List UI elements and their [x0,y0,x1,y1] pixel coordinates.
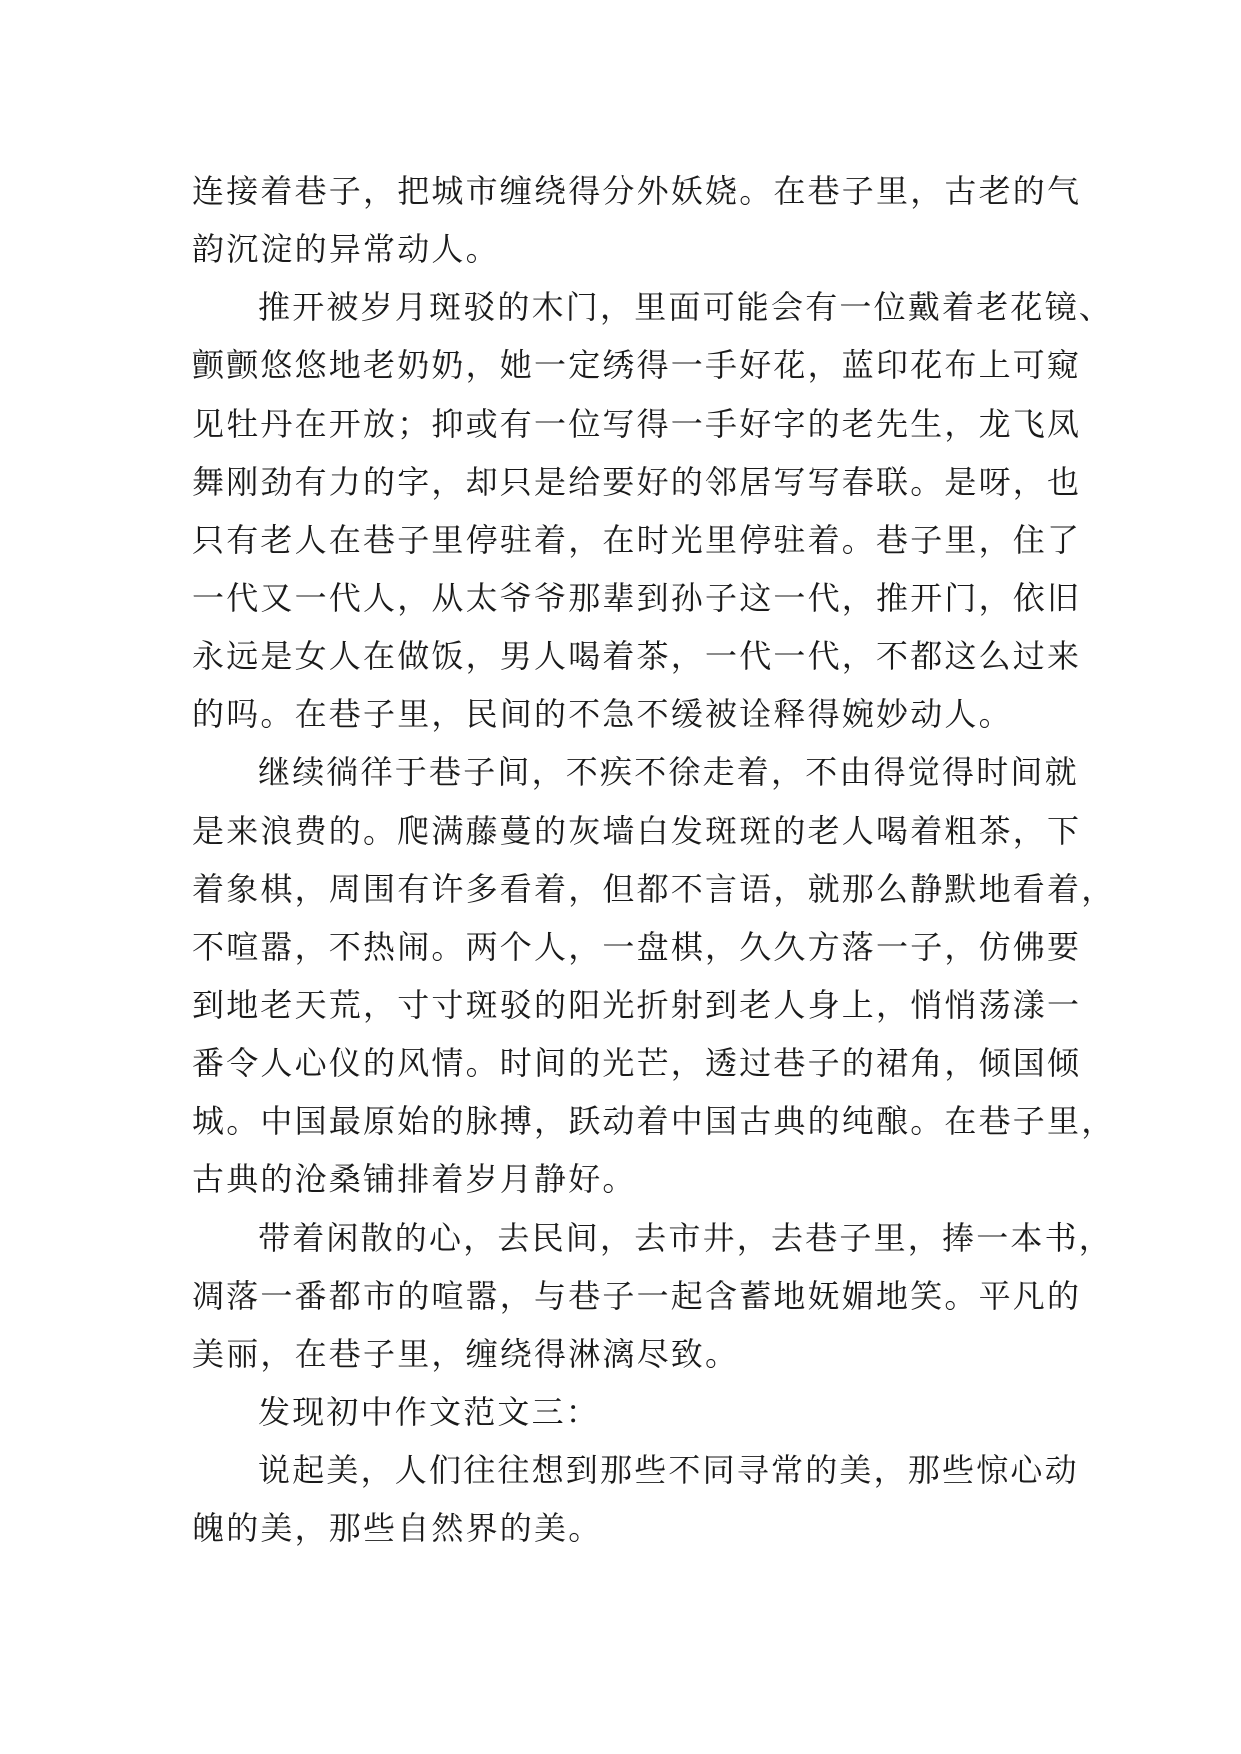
text-line: 番令人心仪的风情。时间的光芒，透过巷子的裙角，倾国倾 [192,1044,1082,1083]
text-line: 说起美，人们往往想到那些不同寻常的美，那些惊心动 [258,1451,1079,1490]
text-line: 连接着巷子，把城市缠绕得分外妖娆。在巷子里，古老的气 [192,172,1082,210]
text-line: 的吗。在巷子里，民间的不急不缓被诠释得婉妙动人。 [192,695,1013,734]
text-line: 魄的美，那些自然界的美。 [192,1509,603,1548]
text-line: 是来浪费的。爬满藤蔓的灰墙白发斑斑的老人喝着粗茶，下 [192,811,1082,850]
text-line: 一代又一代人，从太爷爷那辈到孙子这一代，推开门，依旧 [192,578,1082,617]
text-line: 城。中国最原始的脉搏，跃动着中国古典的纯酿。在巷子里， [192,1102,1116,1141]
text-line: 继续徜徉于巷子间，不疾不徐走着，不由得觉得时间就 [258,753,1079,792]
text-line: 颤颤悠悠地老奶奶，她一定绣得一手好花，蓝印花布上可窥 [192,346,1082,385]
text-line: 着象棋，周围有许多看着，但都不言语，就那么静默地看着， [192,869,1116,908]
section-heading: 发现初中作文范文三： [258,1392,601,1431]
text-line: 见牡丹在开放；抑或有一位写得一手好字的老先生，龙飞凤 [192,404,1082,443]
body-text [192,162,1116,1557]
text-line: 推开被岁月斑驳的木门，里面可能会有一位戴着老花镜、 [258,288,1114,327]
text-line: 韵沉淀的异常动人。 [192,230,500,269]
text-line: 古典的沧桑铺排着岁月静好。 [192,1160,637,1199]
text-line: 只有老人在巷子里停驻着，在时光里停驻着。巷子里，住了 [192,520,1082,559]
text-line: 到地老天荒，寸寸斑驳的阳光折射到老人身上，悄悄荡漾一 [192,985,1082,1024]
text-line: 美丽，在巷子里，缠绕得淋漓尽致。 [192,1334,740,1373]
text-line: 舞刚劲有力的字，却只是给要好的邻居写写春联。是呀，也 [192,462,1082,501]
text-line: 带着闲散的心，去民间，去市井，去巷子里，捧一本书， [258,1218,1114,1257]
text-line: 不喧嚣，不热闹。两个人，一盘棋，久久方落一子，仿佛要 [192,927,1082,966]
text-line: 凋落一番都市的喧嚣，与巷子一起含蓄地妩媚地笑。平凡的 [192,1276,1082,1315]
text-line: 永远是女人在做饭，男人喝着茶，一代一代，不都这么过来 [192,637,1082,676]
